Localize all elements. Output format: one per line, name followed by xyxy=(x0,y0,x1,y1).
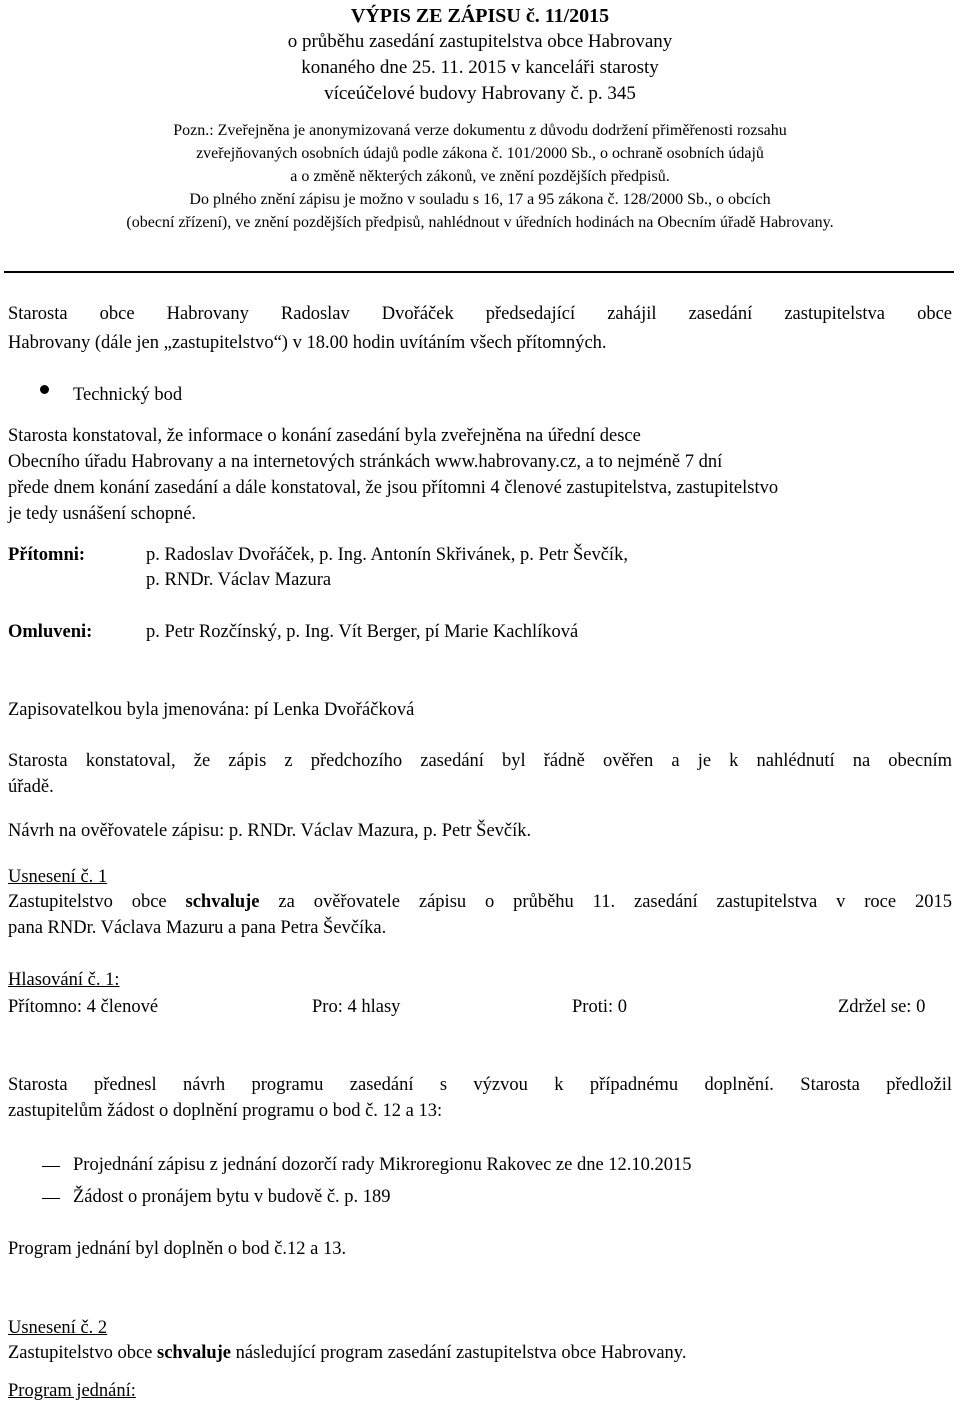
dash-icon xyxy=(42,1166,60,1167)
program-heading: Program jednání: xyxy=(8,1381,136,1401)
program-intro-line-1: Starosta přednesl návrh programu zasedání s výzvou k případnému doplnění. Starosta předložil xyxy=(8,1075,952,1095)
resolution-2-verb: schvaluje xyxy=(157,1343,231,1363)
vote-1-abstain: Zdržel se: 0 xyxy=(838,997,926,1017)
resolution-2-heading: Usnesení č. 2 xyxy=(8,1318,108,1338)
technical-line-3: přede dnem konání zasedání a dále konstatoval, že jsou přítomni 4 členové zastupitelstva, zastupitelstvo xyxy=(8,478,779,498)
document-title: VÝPIS ZE ZÁPISU č. 11/2015 xyxy=(350,5,610,27)
header-line-1: o průběhu zasedání zastupitelstva obce Habrovany xyxy=(287,31,673,52)
resolution-2-post: následující program zasedání zastupitelstva obce Habrovany. xyxy=(231,1343,687,1363)
technical-line-2: Obecního úřadu Habrovany a na internetových stránkách www.habrovany.cz, a to nejméně 7 dní xyxy=(8,452,723,472)
present-label: Přítomni: xyxy=(8,545,86,565)
resolution-1-heading: Usnesení č. 1 xyxy=(8,867,108,887)
excused-label: Omluveni: xyxy=(8,622,93,642)
intro-line-1: Starosta obce Habrovany Radoslav Dvořáček předsedající zahájil zasedání zastupitelstva obce xyxy=(8,304,952,324)
resolution-1-line-2: pana RNDr. Václava Mazuru a pana Petra Ševčíka. xyxy=(8,918,387,938)
list-item: Projednání zápisu z jednání dozorčí rady Mikroregionu Rakovec ze dne 12.10.2015 xyxy=(73,1155,692,1175)
note-line-1: Pozn.: Zveřejněna je anonymizovaná verze dokumentu z důvodu dodržení přiměřenosti rozsahu xyxy=(173,122,787,139)
list-item: Žádost o pronájem bytu v budově č. p. 189 xyxy=(73,1187,391,1207)
technical-line-4: je tedy usnášení schopné. xyxy=(8,504,197,524)
resolution-2-pre: Zastupitelstvo obce xyxy=(8,1343,157,1363)
note-line-4: Do plného znění zápisu je možno v souladu s 16, 17 a 95 zákona č. 128/2000 Sb., o obcích xyxy=(189,191,771,208)
vote-1-heading: Hlasování č. 1: xyxy=(8,970,120,990)
resolution-1-post: za ověřovatele zápisu o průběhu 11. zasedání zastupitelstva v roce 2015 xyxy=(259,892,952,912)
header-divider xyxy=(4,271,954,273)
technical-heading: Technický bod xyxy=(73,385,183,405)
note-line-3: a o změně některých zákonů, ve znění pozdějších předpisů. xyxy=(290,168,670,185)
resolution-2-line xyxy=(8,1341,952,1366)
present-line-1: p. Radoslav Dvořáček, p. Ing. Antonín Skřivánek, p. Petr Ševčík, xyxy=(146,545,628,565)
vote-1-for: Pro: 4 hlasy xyxy=(312,997,401,1017)
present-line-2: p. RNDr. Václav Mazura xyxy=(146,570,332,590)
note-line-5: (obecní zřízení), ve znění pozdějších předpisů, nahlédnout v úředních hodinách na Obecním úřadě Habrovany. xyxy=(126,214,834,231)
header-line-3: víceúčelové budovy Habrovany č. p. 345 xyxy=(324,83,636,104)
previous-line-1: Starosta konstatoval, že zápis z předchozího zasedání byl řádně ověřen a je k nahlédnutí na obecním xyxy=(8,751,952,771)
note-line-2: zveřejňovaných osobních údajů podle zákona č. 101/2000 Sb., o ochraně osobních údajů xyxy=(196,145,764,162)
program-added-line: Program jednání byl doplněn o bod č.12 a 13. xyxy=(8,1239,347,1259)
excused-line: p. Petr Rozčínský, p. Ing. Vít Berger, pí Marie Kachlíková xyxy=(146,622,579,642)
recorder-line: Zapisovatelkou byla jmenována: pí Lenka Dvořáčková xyxy=(8,700,415,720)
intro-line-2: Habrovany (dále jen „zastupitelstvo“) v 18.00 hodin uvítáním všech přítomných. xyxy=(8,333,607,353)
resolution-1-pre: Zastupitelstvo obce xyxy=(8,892,186,912)
technical-line-1: Starosta konstatoval, že informace o konání zasedání byla zveřejněna na úřední desce xyxy=(8,426,641,446)
bullet-icon xyxy=(40,385,49,394)
resolution-1-verb: schvaluje xyxy=(185,892,260,912)
previous-line-2: úřadě. xyxy=(8,777,54,797)
program-intro-line-2: zastupitelům žádost o doplnění programu o bod č. 12 a 13: xyxy=(8,1101,443,1121)
vote-1-present: Přítomno: 4 členové xyxy=(8,997,159,1017)
verifiers-line: Návrh na ověřovatele zápisu: p. RNDr. Václav Mazura, p. Petr Ševčík. xyxy=(8,821,532,841)
dash-icon xyxy=(42,1198,60,1199)
resolution-1-line-1 xyxy=(8,890,952,915)
header-line-2: konaného dne 25. 11. 2015 v kanceláři starosty xyxy=(301,57,659,78)
vote-1-against: Proti: 0 xyxy=(572,997,627,1017)
